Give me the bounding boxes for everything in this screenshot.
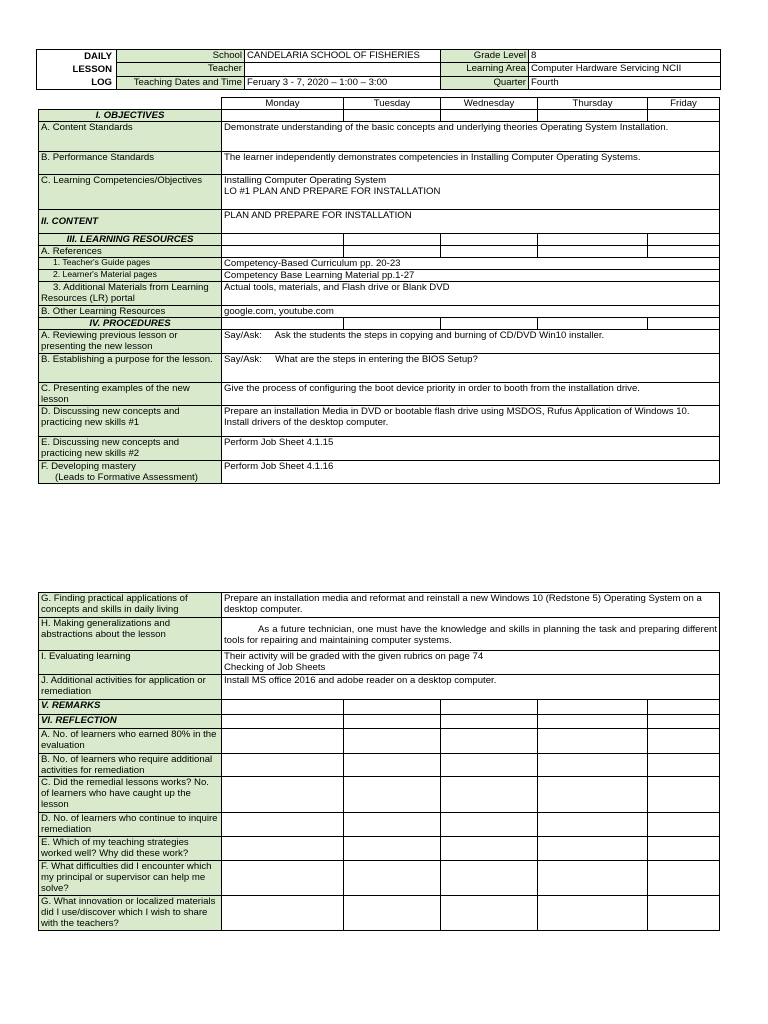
quarter-label: Quarter bbox=[441, 76, 529, 89]
procedure-d-label: D. Discussing new concepts and practicing new skills #1 bbox=[39, 406, 222, 437]
teachers-guide-value: Competency-Based Curriculum pp. 20-23 bbox=[222, 258, 720, 270]
learners-material-label: 2. Learner's Material pages bbox=[39, 270, 222, 282]
performance-standards-label: B. Performance Standards bbox=[39, 152, 222, 175]
reflection-d-label: D. No. of learners who continue to inquire remediation bbox=[39, 813, 222, 837]
procedure-i-line-1: Their activity will be graded with the given rubrics on page 74 bbox=[224, 651, 484, 662]
teacher-value bbox=[245, 63, 441, 76]
day-header-monday: Monday bbox=[222, 98, 344, 110]
learners-material-value: Competency Base Learning Material pp.1-27 bbox=[222, 270, 720, 282]
lesson-plan-table-part-2 bbox=[38, 592, 720, 931]
teaching-dates-value: Feruary 3 - 7, 2020 – 1:00 – 3:00 bbox=[245, 76, 441, 89]
procedure-f-value: Perform Job Sheet 4.1.16 bbox=[222, 461, 720, 484]
title-line-2: LESSON bbox=[72, 64, 112, 75]
header-table bbox=[36, 49, 721, 90]
reflection-e-label: E. Which of my teaching strategies worked well? Why did these work? bbox=[39, 837, 222, 861]
references-label: A. References bbox=[39, 246, 222, 258]
additional-materials-value: Actual tools, materials, and Flash drive or Blank DVD bbox=[222, 282, 720, 306]
title-line-1: DAILY bbox=[84, 51, 112, 62]
procedure-c-value: Give the process of configuring the boot device priority in order to booth from the installation drive. bbox=[222, 383, 720, 406]
school-value: CANDELARIA SCHOOL OF FISHERIES bbox=[245, 50, 441, 63]
procedure-d-value: Prepare an installation Media in DVD or bootable flash drive using MSDOS, Rufus Application of Windows 10. Install drivers of the desktop computer. bbox=[222, 406, 720, 437]
daily-lesson-log-title bbox=[37, 50, 117, 90]
reflection-g-label: G. What innovation or localized materials did I use/discover which I wish to share with the teachers? bbox=[39, 896, 222, 931]
procedure-b-value: Say/Ask: What are the steps in entering the BIOS Setup? bbox=[222, 354, 720, 383]
learning-resources-heading: III. LEARNING RESOURCES bbox=[39, 234, 222, 246]
reflection-b-label: B. No. of learners who require additional activities for remediation bbox=[39, 754, 222, 777]
reflection-heading: VI. REFLECTION bbox=[39, 715, 222, 729]
procedure-g-label: G. Finding practical applications of concepts and skills in daily living bbox=[39, 593, 222, 618]
additional-materials-label: 3. Additional Materials from Learning Resources (LR) portal bbox=[39, 282, 222, 306]
procedure-b-label: B. Establishing a purpose for the lesson. bbox=[39, 354, 222, 383]
procedure-e-value: Perform Job Sheet 4.1.15 bbox=[222, 437, 720, 461]
day-header-thursday: Thursday bbox=[538, 98, 648, 110]
content-standards-label: A. Content Standards bbox=[39, 122, 222, 152]
day-header-tuesday: Tuesday bbox=[344, 98, 441, 110]
procedure-e-label: E. Discussing new concepts and practicing new skills #2 bbox=[39, 437, 222, 461]
other-resources-value: google.com, youtube.com bbox=[222, 306, 720, 318]
grade-level-value: 8 bbox=[529, 50, 721, 63]
other-resources-label: B. Other Learning Resources bbox=[39, 306, 222, 318]
competencies-line-2: LO #1 PLAN AND PREPARE FOR INSTALLATION bbox=[224, 186, 441, 198]
content-standards-value: Demonstrate understanding of the basic concepts and underlying theories Operating System Installation. bbox=[222, 122, 720, 152]
teacher-label: Teacher bbox=[117, 63, 245, 76]
procedure-j-label: J. Additional activities for application or remediation bbox=[39, 675, 222, 700]
reflection-f-label: F. What difficulties did I encounter which my principal or supervisor can help me solve? bbox=[39, 861, 222, 896]
procedure-g-value: Prepare an installation media and reformat and reinstall a new Windows 10 (Redstone 5) Operating System on a desktop computer. bbox=[222, 593, 720, 618]
day-header-wednesday: Wednesday bbox=[441, 98, 538, 110]
teaching-dates-label: Teaching Dates and Time bbox=[117, 76, 245, 89]
procedure-f-label-line-1: F. Developing mastery bbox=[41, 461, 136, 473]
content-heading: II. CONTENT bbox=[39, 210, 222, 234]
competencies-value bbox=[222, 175, 720, 210]
procedure-i-line-2: Checking of Job Sheets bbox=[224, 662, 326, 674]
reflection-c-label: C. Did the remedial lessons works? No. of learners who have caught up the lesson bbox=[39, 777, 222, 813]
performance-standards-value: The learner independently demonstrates competencies in Installing Computer Operating Systems. bbox=[222, 152, 720, 175]
objectives-heading: I. OBJECTIVES bbox=[39, 110, 222, 122]
remarks-heading: V. REMARKS bbox=[39, 700, 222, 715]
content-value: PLAN AND PREPARE FOR INSTALLATION bbox=[222, 210, 720, 234]
learning-area-label: Learning Area bbox=[441, 63, 529, 76]
lesson-plan-table-part-1 bbox=[38, 97, 720, 484]
quarter-value: Fourth bbox=[529, 76, 721, 89]
competencies-line-1: Installing Computer Operating System bbox=[224, 175, 387, 187]
procedure-f-label bbox=[39, 461, 222, 484]
procedure-j-value: Install MS office 2016 and adobe reader on a desktop computer. bbox=[222, 675, 720, 700]
procedure-i-label: I. Evaluating learning bbox=[39, 651, 222, 675]
procedure-a-label: A. Reviewing previous lesson or presenting the new lesson bbox=[39, 330, 222, 354]
learning-area-value: Computer Hardware Servicing NCII bbox=[529, 63, 721, 76]
procedure-a-value: Say/Ask: Ask the students the steps in copying and burning of CD/DVD Win10 installer. bbox=[222, 330, 720, 354]
procedure-i-value bbox=[222, 651, 720, 675]
procedure-h-value: As a future technician, one must have the knowledge and skills in planning the task and preparing different tools for repairing and maintaining computer systems. bbox=[222, 618, 720, 651]
school-label: School bbox=[117, 50, 245, 63]
title-line-3: LOG bbox=[91, 77, 112, 88]
reflection-a-label: A. No. of learners who earned 80% in the evaluation bbox=[39, 729, 222, 754]
teachers-guide-label: 1. Teacher's Guide pages bbox=[39, 258, 222, 270]
procedure-h-label: H. Making generalizations and abstractions about the lesson bbox=[39, 618, 222, 651]
procedure-c-label: C. Presenting examples of the new lesson bbox=[39, 383, 222, 406]
day-header-friday: Friday bbox=[648, 98, 720, 110]
procedures-heading: IV. PROCEDURES bbox=[39, 318, 222, 330]
grade-level-label: Grade Level bbox=[441, 50, 529, 63]
procedure-f-label-line-2: (Leads to Formative Assessment) bbox=[55, 472, 198, 484]
competencies-label: C. Learning Competencies/Objectives bbox=[39, 175, 222, 210]
